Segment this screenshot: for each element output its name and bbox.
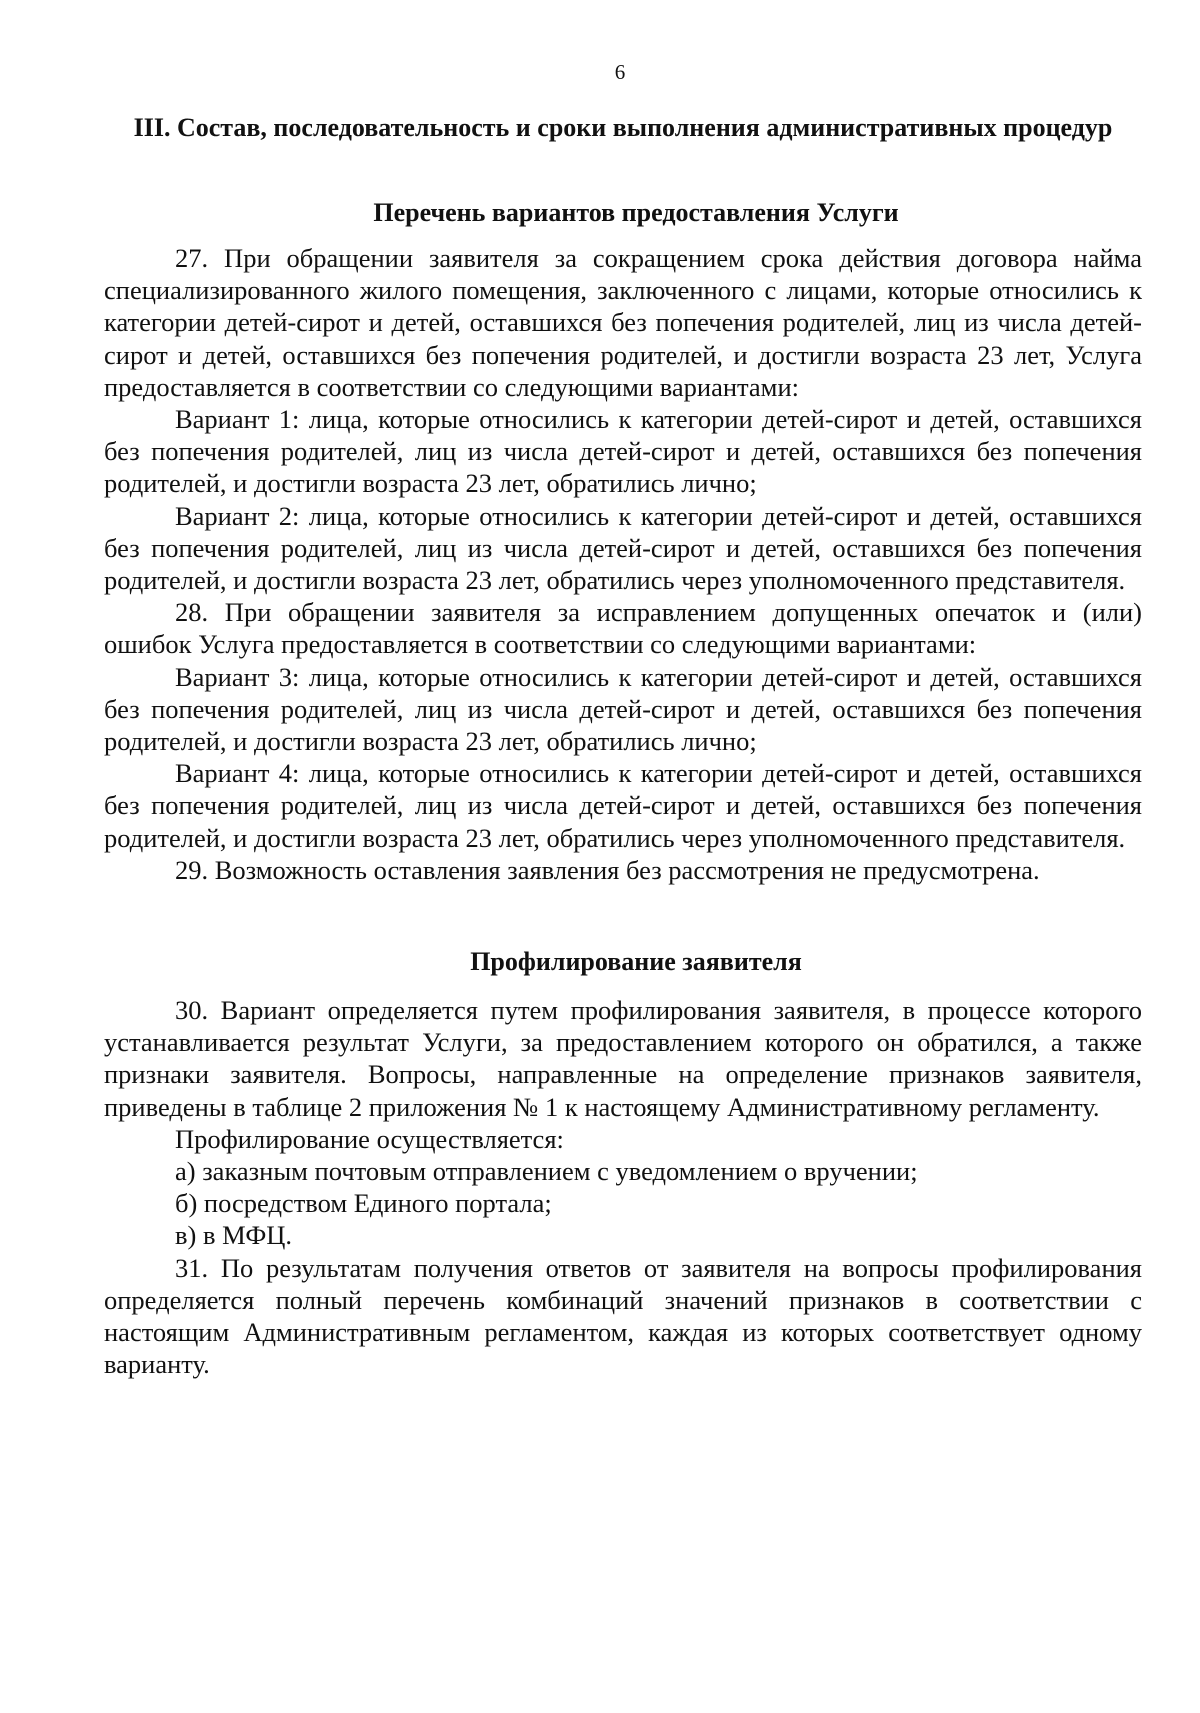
variant-3: Вариант 3: лица, которые относились к категории детей-сирот и детей, оставшихся без попечения родителей, лиц из числа детей-сирот и детей, оставшихся без попечения родителей, и достигли возраста 23 лет, обратились лично; [104,661,1142,757]
subheading-variants: Перечень вариантов предоставления Услуги [373,198,899,227]
page-number: 6 [614,60,626,84]
variant-2: Вариант 2: лица, которые относились к категории детей-сирот и детей, оставшихся без попечения родителей, лиц из числа детей-сирот и детей, оставшихся без попечения родителей, и достигли возраста 23 лет, обратились через уполномоченного представителя. [104,500,1142,596]
profiling-item-a: а) заказным почтовым отправлением с уведомлением о вручении; [175,1156,918,1187]
profiling-item-c: в) в МФЦ. [175,1220,293,1251]
section-heading: III. Состав, последовательность и сроки выполнения административных процедур [133,113,1113,142]
paragraph-29: 29. Возможность оставления заявления без рассмотрения не предусмотрена. [175,854,1040,885]
subheading-profiling: Профилирование заявителя [470,947,802,977]
document-body [104,112,1142,1381]
paragraph-31: 31. По результатам получения ответов от заявителя на вопросы профилирования определяется полный перечень комбинаций значений признаков в соответствии с настоящим Административным регламентом, каждая из которых соответствует одному варианту. [104,1252,1142,1380]
profiling-intro: Профилирование осуществляется: [175,1123,564,1154]
profiling-item-b: б) посредством Единого портала; [175,1188,552,1219]
variant-4: Вариант 4: лица, которые относились к категории детей-сирот и детей, оставшихся без попечения родителей, лиц из числа детей-сирот и детей, оставшихся без попечения родителей, и достигли возраста 23 лет, обратились через уполномоченного представителя. [104,758,1142,853]
paragraph-27: 27. При обращении заявителя за сокращением срока действия договора найма специализированного жилого помещения, заключенного с лицами, которые относились к категории детей-сирот и детей, оставшихся без попечения родителей, лиц из числа детей-сирот и детей, оставшихся без попечения родителей, и достигли возраста 23 лет, Услуга предоставляется в соответствии со следующими вариантами: [104,243,1142,402]
paragraph-28: 28. При обращении заявителя за исправлением допущенных опечаток и (или) ошибок Услуга предоставляется в соответствии со следующими вариантами: [104,597,1142,660]
paragraph-30: 30. Вариант определяется путем профилирования заявителя, в процессе которого устанавливается результат Услуги, за предоставлением которого он обратился, а также признаки заявителя. Вопросы, направленные на определение признаков заявителя, приведены в таблице 2 приложения № 1 к настоящему Административному регламенту. [104,995,1142,1122]
variant-1: Вариант 1: лица, которые относились к категории детей-сирот и детей, оставшихся без попечения родителей, лиц из числа детей-сирот и детей, оставшихся без попечения родителей, и достигли возраста 23 лет, обратились лично; [104,404,1142,499]
